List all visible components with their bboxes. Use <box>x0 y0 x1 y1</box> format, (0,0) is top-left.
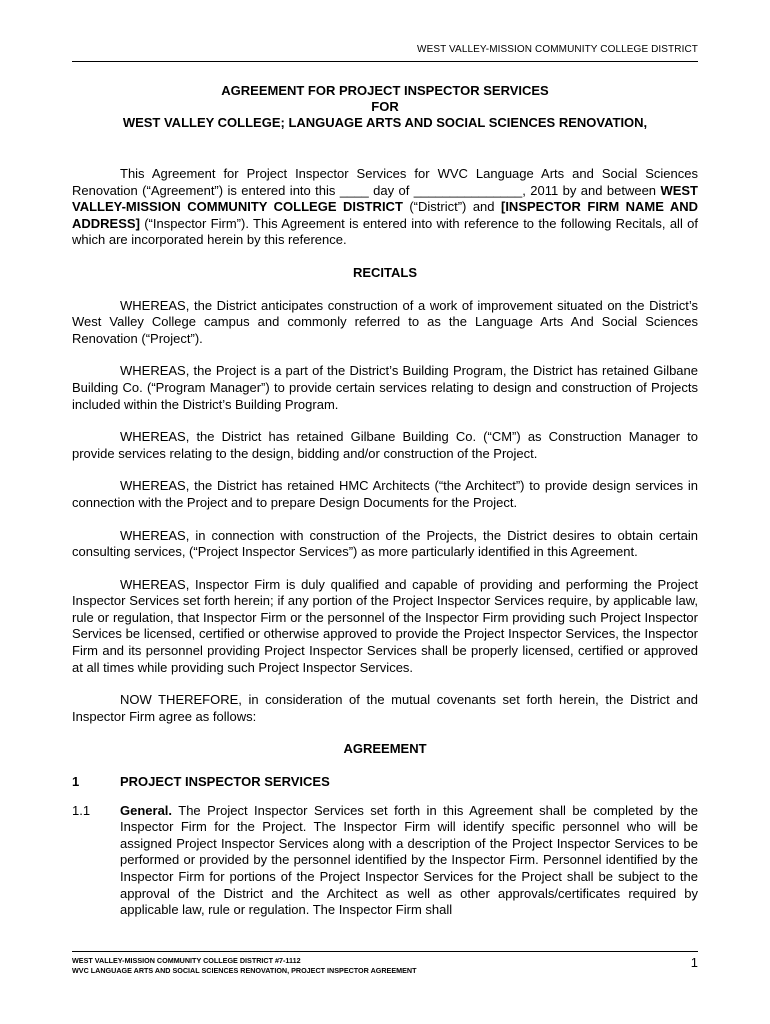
recital-paragraph: WHEREAS, the District anticipates construction of a work of improvement situated on the District’s West Valley College campus and commonly referred to as the Language Arts And Social Sciences Renovation (“Project”). <box>72 297 698 346</box>
page-number: 1 <box>690 955 698 970</box>
intro-text-3: (“Inspector Firm”). This Agreement is entered into with reference to the following Recitals, all of which are incorporated herein by this reference. <box>72 215 698 248</box>
now-therefore-paragraph: NOW THEREFORE, in consideration of the mutual covenants set forth herein, the District and Inspector Firm agree as follows: <box>72 692 698 724</box>
footer-rule <box>72 951 698 952</box>
document-body <box>72 166 698 919</box>
title-line-3: WEST VALLEY COLLEGE; LANGUAGE ARTS AND SOCIAL SCIENCES RENOVATION, <box>122 115 648 130</box>
document-title <box>72 83 698 131</box>
recital-paragraph: WHEREAS, the Project is a part of the District’s Building Program, the District has retained Gilbane Building Co. (“Program Manager”) to provide certain services relating to design and construction of Projects included within the District’s Building Program. <box>72 363 698 412</box>
agreement-heading: AGREEMENT <box>343 741 427 757</box>
subsection-title: General. <box>120 802 173 818</box>
subsection-body <box>120 803 698 919</box>
district-name: WEST VALLEY-MISSION COMMUNITY COLLEGE DISTRICT <box>72 182 698 215</box>
intro-text-1: This Agreement for Project Inspector Services for WVC Language Arts and Social Sciences Renovation (“Agreement”) is entered into this ____ day of _______________, 2011 by and between <box>72 166 698 198</box>
recitals-heading: RECITALS <box>352 264 418 280</box>
running-header: WEST VALLEY-MISSION COMMUNITY COLLEGE DISTRICT <box>417 44 698 55</box>
section-title: PROJECT INSPECTOR SERVICES <box>120 774 330 790</box>
subsection-text: The Project Inspector Services set forth in this Agreement shall be completed by the Inspector Firm for the Project. The Inspector Firm will identify specific personnel who will be assigned Project Inspector Services along with a description of the Project Inspector Services to be performed or provided by the personnel identified by the Inspector Firm. Personnel identified by the Inspector Firm for portions of the Project Inspector Services for the Project shall be subject to the approval of the District and the Architect as well as other approvals/certificates required by applicable law, rule or regulation. The Inspector Firm shall <box>120 802 698 918</box>
footer-line-1: WEST VALLEY-MISSION COMMUNITY COLLEGE DISTRICT #7-1112 <box>72 956 301 965</box>
recital-paragraph: WHEREAS, the District has retained Gilbane Building Co. (“CM”) as Construction Manager to provide services relating to the design, bidding and/or construction of the Project. <box>72 429 698 461</box>
recital-paragraph: WHEREAS, Inspector Firm is duly qualified and capable of providing and performing the Project Inspector Services set forth herein; if any portion of the Project Inspector Services require, by applicable law, rule or regulation, that Inspector Firm or the personnel of the Inspector Firm providing such Project Inspector Services be licensed, certified or otherwise approved to provide the Project Inspector Services, the Inspector Firm and its personnel providing Project Inspector Services shall be properly licensed, certified or approved at all times while providing such Project Inspector Services. <box>72 576 698 675</box>
footer-line-2: WVC LANGUAGE ARTS AND SOCIAL SCIENCES RENOVATION, PROJECT INSPECTOR AGREEMENT <box>72 966 417 975</box>
section-number: 1 <box>72 774 80 790</box>
subsection <box>72 803 698 919</box>
recital-paragraph: WHEREAS, in connection with construction of the Projects, the District desires to obtain certain consulting services, (“Project Inspector Services”) as more particularly identified in this Agreement. <box>72 527 698 560</box>
footer-text <box>72 956 417 976</box>
title-line-1: AGREEMENT FOR PROJECT INSPECTOR SERVICES <box>221 83 549 98</box>
subsection-number: 1.1 <box>72 802 91 818</box>
firm-placeholder: [INSPECTOR FIRM NAME AND ADDRESS] <box>72 199 699 231</box>
header-rule <box>72 61 698 62</box>
intro-paragraph <box>72 166 698 249</box>
recital-paragraph: WHEREAS, the District has retained HMC Architects (“the Architect”) to provide design services in connection with the Project and to prepare Design Documents for the Project. <box>72 478 698 510</box>
intro-text-2: (“District”) and <box>402 199 501 215</box>
section-heading <box>72 774 698 791</box>
title-line-2: FOR <box>371 99 399 114</box>
